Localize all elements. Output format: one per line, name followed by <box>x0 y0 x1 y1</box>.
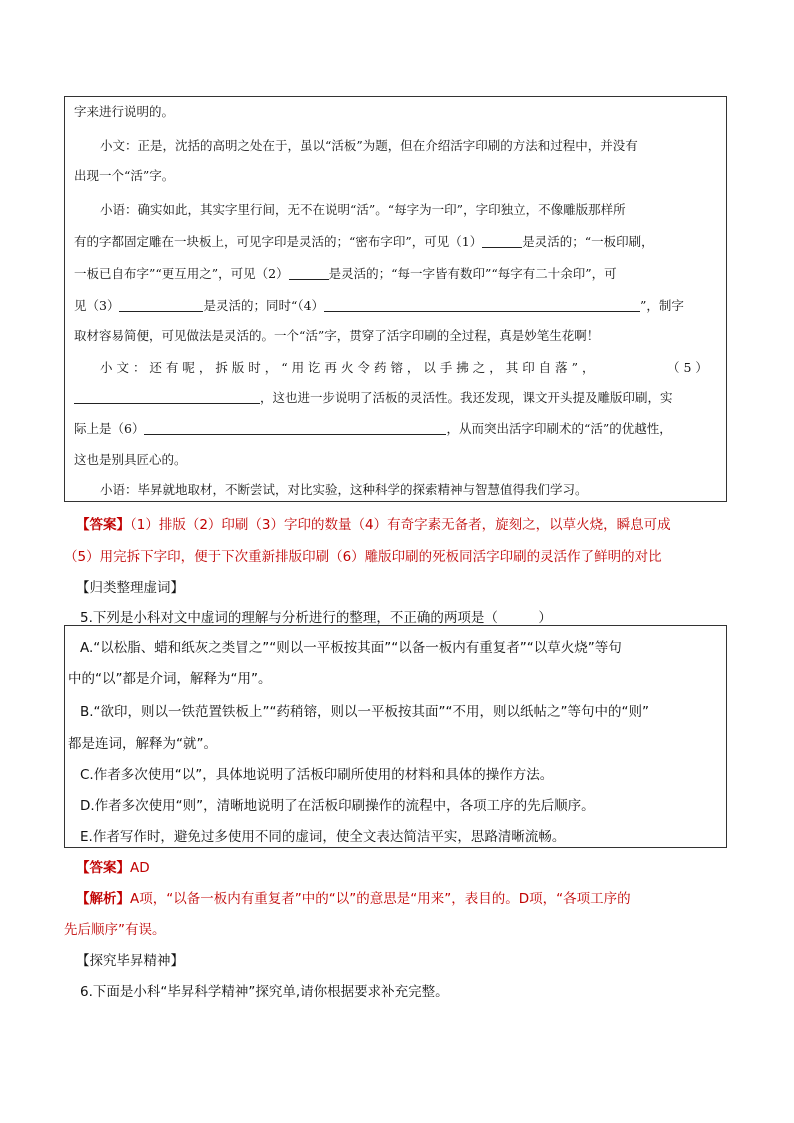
dialogue-line-5a: 有的字都固定雕在一块板上，可见字印是灵活的；“密布字印”，可见（1） <box>74 234 483 249</box>
fill-blank-2[interactable] <box>289 266 329 280</box>
analysis-line-1 <box>76 887 631 907</box>
fill-blank-5[interactable] <box>74 390 260 404</box>
dialogue-line-10-text: ，这也进一步说明了活板的灵活性。我还发现，课文开头提及雕版印刷，实 <box>260 390 673 405</box>
dialogue-line-6a: 一板已自布字”“更互用之”，可见（2） <box>74 266 289 281</box>
answer-1-line-2: （5）用完拆下字印，便于下次重新排版印刷（6）雕版印刷的死板同活字印刷的灵活作了鲜明的对比 <box>64 549 662 565</box>
answer-1-line-1 <box>76 513 671 533</box>
dialogue-line-12: 这也是别具匠心的。 <box>74 452 187 467</box>
dialogue-line-5b: 是灵活的；“一板印刷， <box>522 234 654 249</box>
analysis-label: 【解析】 <box>76 891 130 907</box>
fill-blank-4[interactable] <box>324 298 640 312</box>
option-a-line-1: A.“以松脂、蜡和纸灰之类冒之”“则以一平板按其面”“以备一板内有重复者”“以草火烧”等句 <box>80 640 622 656</box>
dialogue-line-3: 出现一个“活”字。 <box>74 168 175 183</box>
dialogue-line-11a: 际上是（6） <box>74 421 145 436</box>
dialogue-line-6b: 是灵活的；“每一字皆有数印”“每字有二十余印”，可 <box>328 266 617 281</box>
analysis-text-1: A项，“以备一板内有重复者”中的“以”的意思是“用来”，表目的。D项，“各项工序的 <box>130 891 631 907</box>
analysis-line-2: 先后顺序”有误。 <box>64 922 166 938</box>
dialogue-line-13: 小语：毕昇就地取材，不断尝试，对比实验，这种科学的探索精神与智慧值得我们学习。 <box>100 482 588 497</box>
option-c: C.作者多次使用“以”，具体地说明了活板印刷所使用的材料和具体的操作方法。 <box>80 767 554 783</box>
option-b-line-2: 都是连词，解释为“就”。 <box>68 736 217 752</box>
fill-blank-1[interactable] <box>482 234 522 248</box>
dialogue-line-10 <box>74 388 673 406</box>
option-a-line-2: 中的“以”都是介词，解释为“用”。 <box>68 671 272 687</box>
dialogue-line-9a: 小 文 ： 还 有 呢 ， 拆 版 时 ， “ 用 讫 再 火 令 药 镕 ， 以 手 拂 之 ， 其 印 自 落 ” ， <box>100 360 595 375</box>
dialogue-line-11 <box>74 419 672 437</box>
dialogue-line-5 <box>74 232 654 250</box>
option-b-line-1: B.“欲印，则以一铁范置铁板上”“药稍镕，则以一平板按其面”“不用，则以纸帖之”等句中的“则” <box>80 704 650 720</box>
section-heading-xuci: 【归类整理虚词】 <box>76 580 184 596</box>
section-heading-bisheng: 【探究毕昇精神】 <box>76 953 184 969</box>
answer-1-text-1: （1）排版（2）印刷（3）字印的数量（4）有奇字素无备者，旋刻之，以草火烧，瞬息可成 <box>130 517 671 533</box>
dialogue-line-7 <box>74 296 684 314</box>
dialogue-line-7a: 见（3） <box>74 298 120 313</box>
dialogue-line-2: 小文：正是，沈括的高明之处在于，虽以“活板”为题，但在介绍活字印刷的方法和过程中，并没有 <box>100 138 638 153</box>
option-e: E.作者写作时，避免过多使用不同的虚词，使全文表达简洁平实，思路清晰流畅。 <box>80 829 566 845</box>
dialogue-line-1: 字来进行说明的。 <box>74 104 175 119</box>
dialogue-line-8: 取材容易简便，可见做法是灵活的。一个“活”字，贯穿了活字印刷的全过程，真是妙笔生花啊！ <box>74 328 600 343</box>
answer-2 <box>76 856 150 876</box>
dialogue-line-11b: ，从而突出活字印刷术的“活”的优越性， <box>446 421 672 436</box>
dialogue-line-4: 小语：确实如此，其实字里行间，无不在说明“活”。“每字为一印”，字印独立，不像雕版那样所 <box>100 202 626 217</box>
dialogue-line-9b: （ 5 ） <box>667 360 708 375</box>
dialogue-line-7c: ”，制字 <box>640 298 684 313</box>
dialogue-line-6 <box>74 264 617 282</box>
answer-2-text: AD <box>130 860 150 876</box>
fill-blank-3[interactable] <box>119 298 203 312</box>
dialogue-line-7b: 是灵活的；同时“（4） <box>203 298 325 313</box>
fill-blank-6[interactable] <box>144 421 446 435</box>
answer-2-label: 【答案】 <box>76 860 130 876</box>
question-5-stem: 5.下列是小科对文中虚词的理解与分析进行的整理，不正确的两项是（ ） <box>80 610 552 626</box>
answer-label: 【答案】 <box>76 517 130 533</box>
question-6-stem: 6.下面是小科“毕昇科学精神”探究单,请你根据要求补充完整。 <box>80 984 449 1000</box>
option-d: D.作者多次使用“则”，清晰地说明了在活板印刷操作的流程中，各项工序的先后顺序。 <box>80 798 595 814</box>
